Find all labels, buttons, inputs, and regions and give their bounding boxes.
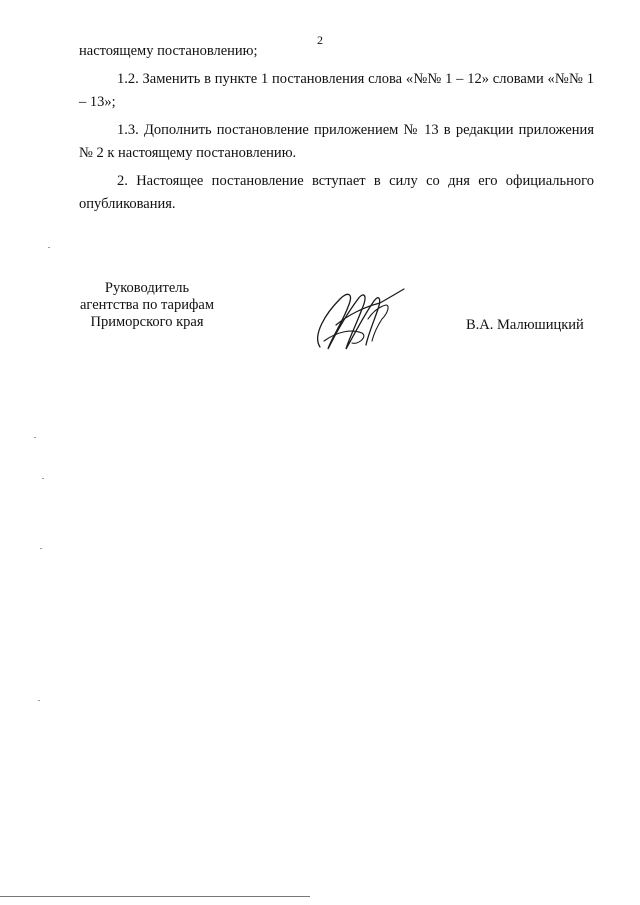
page-number: 2 [317, 33, 323, 47]
scan-speck [48, 247, 50, 248]
scan-speck [34, 437, 36, 438]
paragraph-item-1-3: 1.3. Дополнить постановление приложением № 13 в редакции приложения № 2 к настоящему постановлению. [79, 122, 594, 161]
paragraph-continuation: настоящему постановлению; [79, 43, 258, 59]
scan-speck [40, 548, 42, 549]
signatory-position [72, 280, 222, 331]
footer-rule [0, 896, 310, 897]
paragraph-item-1-2: 1.2. Заменить в пункте 1 постановления слова «№№ 1 – 12» словами «№№ 1 – 13»; [79, 71, 594, 110]
paragraph-item-2: 2. Настоящее постановление вступает в силу со дня его официального опубликования. [79, 173, 594, 212]
position-line-2: агентства по тарифам [80, 297, 214, 313]
scan-speck [38, 700, 40, 701]
handwritten-signature [308, 285, 408, 355]
position-line-1: Руководитель [104, 280, 190, 296]
scan-speck [42, 478, 44, 479]
document-body [79, 40, 594, 216]
position-line-3: Приморского края [90, 314, 204, 330]
signatory-name: В.А. Малюшицкий [466, 317, 584, 333]
